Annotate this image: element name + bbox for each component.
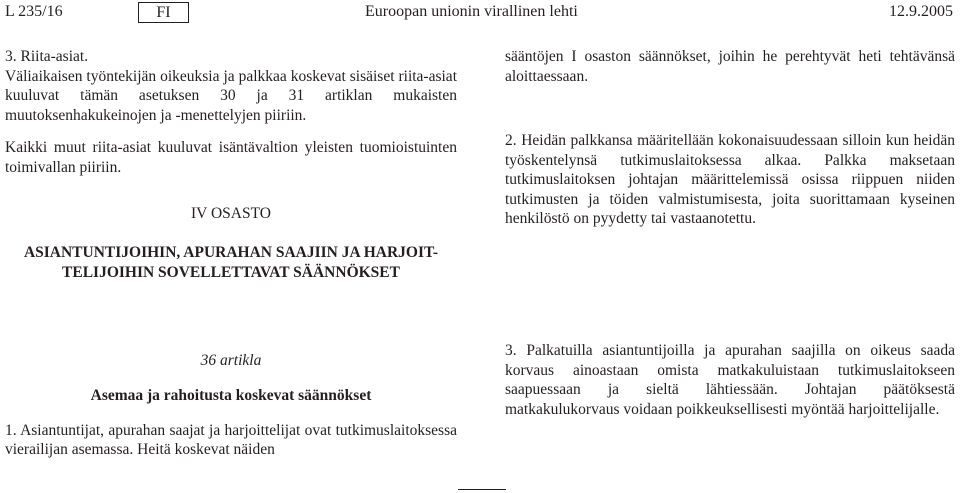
right-column-top <box>505 47 955 229</box>
paragraph-1-visitors: 1. Asiantuntijat, apurahan saajat ja harjoittelijat ovat tutkimuslaitoksessa vierailijan asemassa. Heitä koskevat näiden <box>5 421 457 458</box>
language-code-box: FI <box>138 2 189 23</box>
right-column-bottom <box>505 341 955 419</box>
paragraph-2-salary: 2. Heidän palkkansa määritellään kokonaisuudessaan silloin kun heidän työskentelynsä tutkimuslaitoksessa alkaa. Palkka maksetaan tutkimuslaitoksen johtajan määrittelemissä osissa riippuen niiden tutkimusten ja töiden valmistumisesta, joita suorittamaan kyseinen henkilöstö on pyydetty tai vastaanotettu. <box>505 132 955 227</box>
paragraph-3-travel-costs: 3. Palkatuilla asiantuntijoilla ja apurahan saajilla on oikeus saada korvaus ainoastaan omista matkakuluistaan tutkimuslaitokseen saapuessaan ja sieltä lähtiessään. Johtajan päätöksestä matkakulukorvaus voidaan poikkeuksellisesti myöntää harjoittelijalle. <box>505 342 955 418</box>
paragraph-rules-continuation: sääntöjen I osaston säännökset, joihin he perehtyvät heti tehtävänsä aloittaessaan. <box>505 48 955 85</box>
article-title: Asemaa ja rahoitusta koskevat säännökset <box>90 386 372 404</box>
footer-rule <box>458 489 506 490</box>
page-reference: L 235/16 <box>5 3 63 20</box>
point-3-heading: 3. Riita-asiat. <box>5 48 89 65</box>
journal-title: Euroopan unionin virallinen lehti <box>365 3 578 20</box>
section-heading-line-1: ASIANTUNTIJOIHIN, APURAHAN SAAJIIN JA HARJOIT- <box>23 243 439 261</box>
paragraph-internal-disputes: Väliaikaisen työntekijän oikeuksia ja palkkaa koskevat sisäiset riita-asiat kuuluvat tämän asetuksen 30 ja 31 artiklan mukaisten muutoksenhakukeinojen ja -menettelyjen piiriin. <box>5 67 457 124</box>
left-column-bottom <box>5 335 457 460</box>
section-heading-line-2: TELIJOIHIN SOVELLETTAVAT SÄÄNNÖKSET <box>62 263 400 281</box>
section-title: IV OSASTO <box>191 205 271 222</box>
article-number: 36 artikla <box>200 351 262 369</box>
section-heading <box>5 243 457 283</box>
left-column-top <box>5 47 457 283</box>
publication-date: 12.9.2005 <box>889 3 953 20</box>
page-header <box>5 2 953 24</box>
paragraph-other-disputes: Kaikki muut riita-asiat kuuluvat isäntävaltion yleisten tuomioistuinten toimivallan piiriin. <box>5 139 457 176</box>
